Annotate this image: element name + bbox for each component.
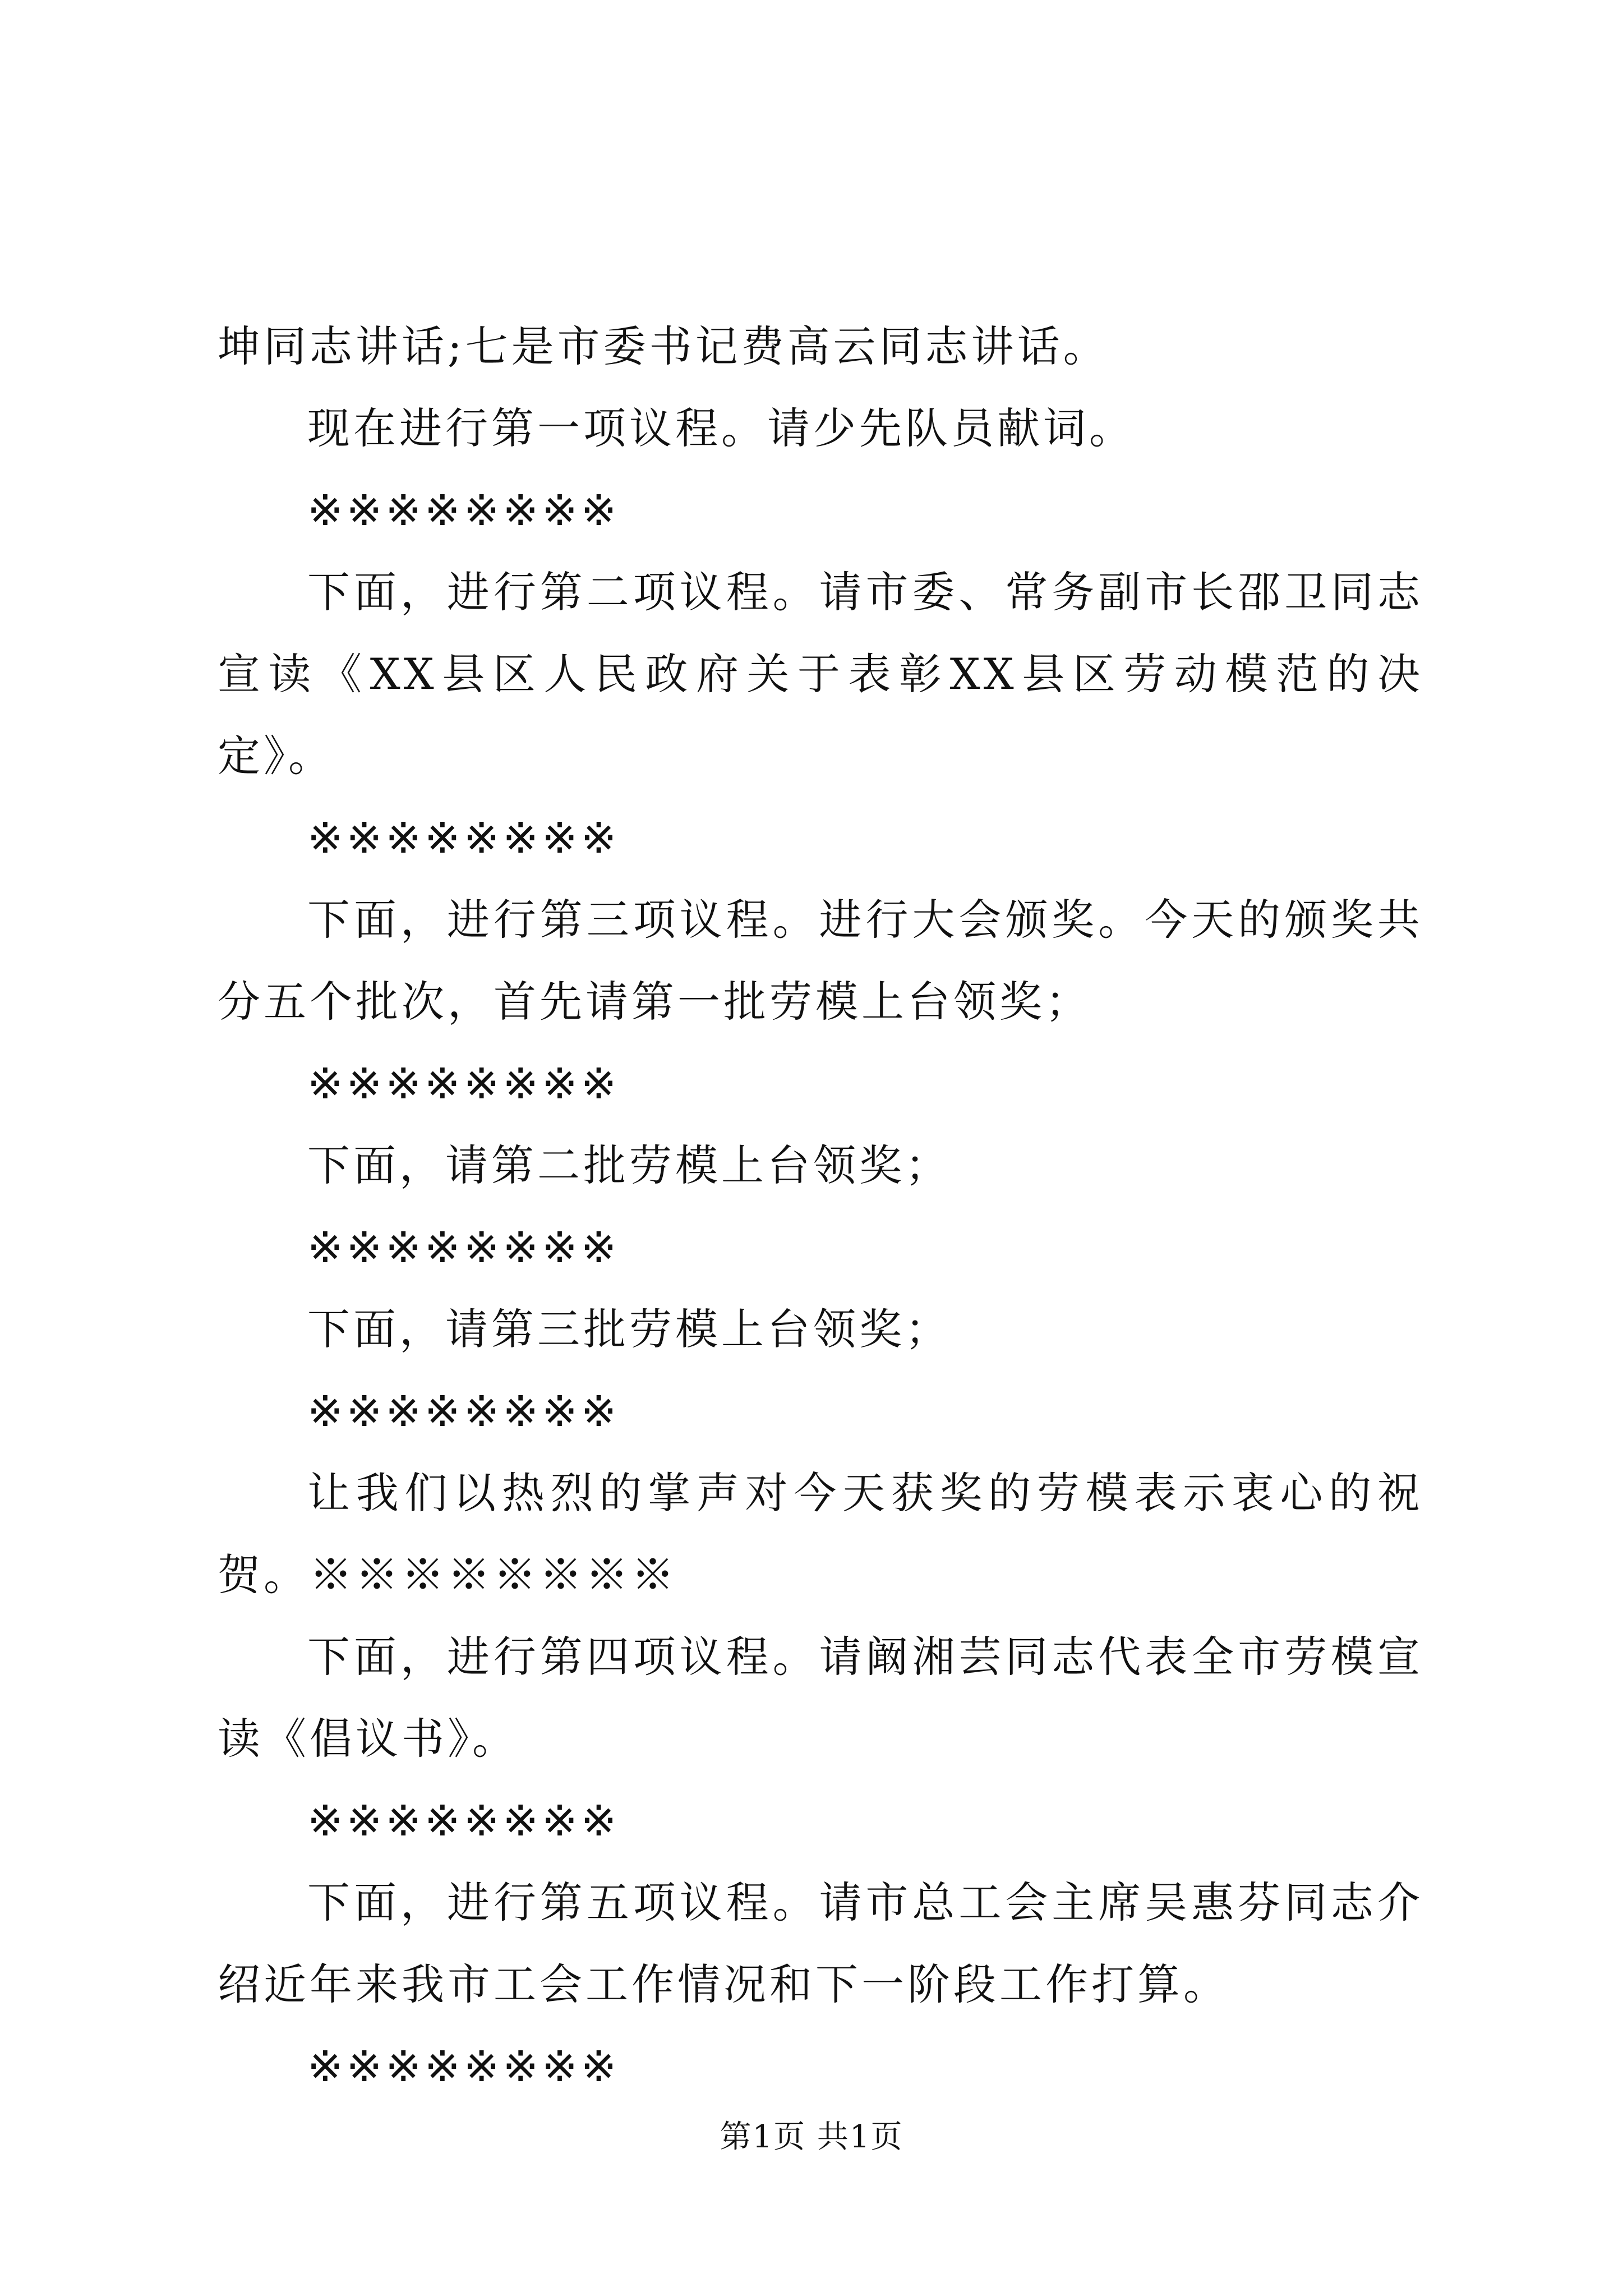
paragraph-applause: 让我们以热烈的掌声对今天获奖的劳模表示衷心的祝贺。※※※※※※※※ [218,1468,1423,1600]
separator-mark: ※※※※※※※※ [307,1059,620,1108]
paragraph-third-batch: 下面，请第三批劳模上台领奖； [307,1304,951,1354]
paragraph-fourth-agenda: 下面，进行第四项议程。请阚湘芸同志代表全市劳模宣读《倡议书》。 [218,1632,1423,1764]
paragraph-second-batch: 下面，请第二批劳模上台领奖； [307,1140,951,1190]
separator-mark: ※※※※※※※※ [307,2041,620,2091]
page-footer: 第1页 共1页 [720,2119,903,2155]
separator-mark: ※※※※※※※※ [307,1222,620,1272]
document-body [218,306,1423,2108]
paragraph-continuation: 坤同志讲话;七是市委书记费高云同志讲话。 [218,321,1109,371]
paragraph-fifth-agenda: 下面，进行第五项议程。请市总工会主席吴惠芬同志介绍近年来我市工会工作情况和下一阶段工作打算。 [218,1878,1423,2009]
paragraph-second-agenda: 下面，进行第二项议程。请市委、常务副市长邵卫同志宣读《XX县区人民政府关于表彰XX县区劳动模范的决定》。 [218,567,1423,781]
separator-mark: ※※※※※※※※ [307,1386,620,1436]
paragraph-first-agenda: 现在进行第一项议程。请少先队员献词。 [307,403,1135,453]
separator-mark: ※※※※※※※※ [307,1796,620,1846]
separator-mark: ※※※※※※※※ [307,485,620,535]
paragraph-third-agenda: 下面，进行第三项议程。进行大会颁奖。今天的颁奖共分五个批次，首先请第一批劳模上台领奖； [218,895,1423,1027]
separator-mark: ※※※※※※※※ [307,813,620,863]
